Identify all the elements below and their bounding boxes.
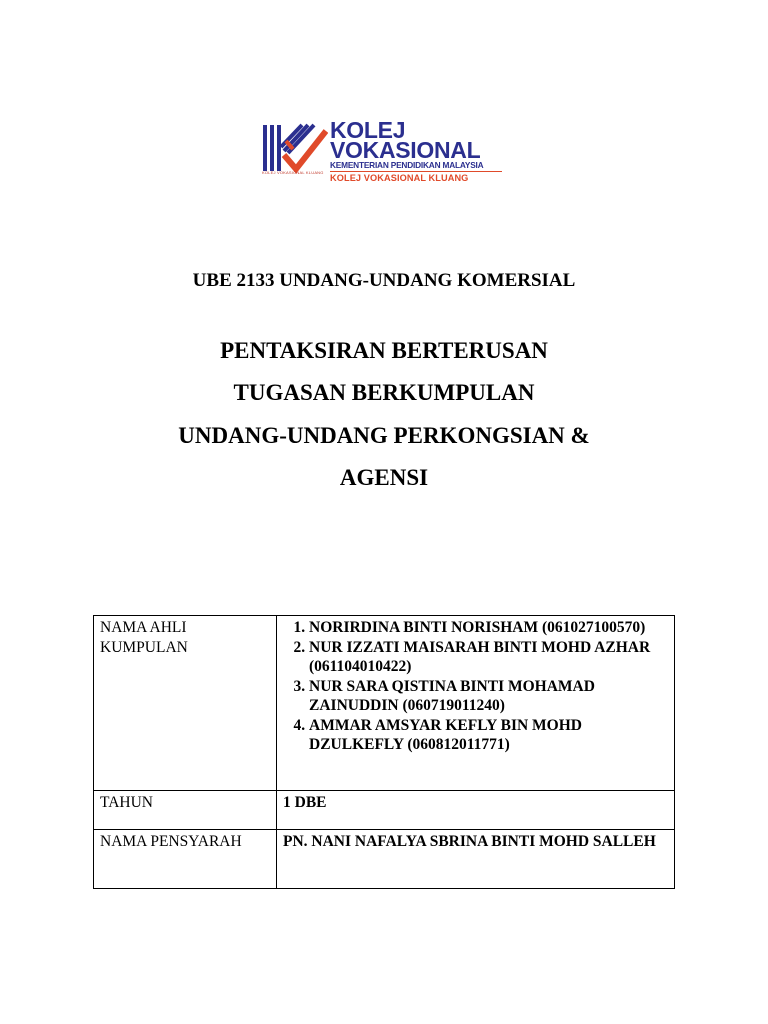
list-item: 3. NUR SARA QISTINA BINTI MOHAMAD ZAINUDDIN (060719011240) <box>309 677 668 716</box>
course-title: UBE 2133 UNDANG-UNDANG KOMERSIAL <box>192 270 576 291</box>
logo-college-name: KOLEJ VOKASIONAL KLUANG <box>330 173 469 183</box>
year-value: 1 DBE <box>277 791 675 830</box>
list-item: 1. NORIRDINA BINTI NORISHAM (061027100570) <box>309 618 668 638</box>
list-item: 4. AMMAR AMSYAR KEFLY BIN MOHD DZULKEFLY (060812011771) <box>309 716 668 755</box>
table-row <box>94 791 675 830</box>
members-cell <box>277 616 675 791</box>
title-line-2: TUGASAN BERKUMPULAN <box>233 380 535 405</box>
table-row <box>94 830 675 889</box>
logo-vokasional-text: VOKASIONAL <box>330 137 481 163</box>
logo-kolej-text: KOLEJ <box>330 117 406 143</box>
list-item: 2. NUR IZZATI MAISARAH BINTI MOHD AZHAR (061104010422) <box>309 638 668 677</box>
group-info-table <box>93 615 675 889</box>
year-label: TAHUN <box>94 791 277 830</box>
title-line-3: UNDANG-UNDANG PERKONGSIAN & <box>178 423 590 448</box>
kolej-vokasional-logo-icon <box>262 123 328 177</box>
members-list <box>283 618 668 755</box>
logo-small-text: KOLEJ VOKASIONAL KLUANG <box>262 170 324 175</box>
table-row <box>94 616 675 791</box>
college-logo <box>262 117 512 188</box>
lecturer-label: NAMA PENSYARAH <box>94 830 277 889</box>
title-line-1: PENTAKSIRAN BERTERUSAN <box>220 338 548 363</box>
lecturer-value: PN. NANI NAFALYA SBRINA BINTI MOHD SALLEH <box>277 830 675 889</box>
logo-ministry-text: KEMENTERIAN PENDIDIKAN MALAYSIA <box>330 160 484 170</box>
logo-divider <box>330 171 502 172</box>
title-line-4: AGENSI <box>339 465 429 490</box>
members-label: NAMA AHLI KUMPULAN <box>94 616 277 791</box>
